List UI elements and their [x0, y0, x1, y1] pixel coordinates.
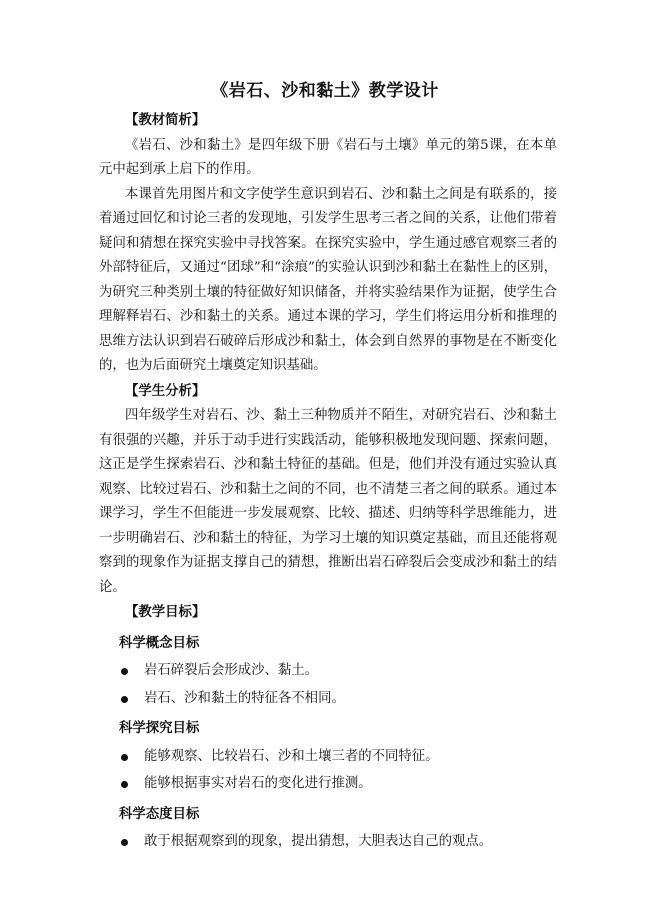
- bullet-icon: [121, 668, 128, 675]
- list-item-text: 能够观察、比较岩石、沙和土壤三者的不同特征。: [144, 748, 439, 764]
- bullet-icon: [121, 754, 128, 761]
- paragraph: 《岩石、沙和黏土》是四年级下册《岩石与土壤》单元的第5课，在本单元中起到承上启下的作用。: [99, 137, 557, 177]
- list-item-text: 敢于根据观察到的现象，提出猜想，大胆表达自己的观点。: [144, 834, 493, 849]
- list-item-text: 岩石、沙和黏土的特征各不相同。: [144, 690, 345, 706]
- section-heading-goals: 【教学目标】: [125, 605, 206, 620]
- list-item-text: 岩石碎裂后会形成沙、黏土。: [144, 663, 319, 678]
- list-item: [99, 687, 557, 712]
- list-item: [99, 772, 557, 797]
- attitude-goals-list: [99, 830, 557, 855]
- subheading-concept-goals: 科学概念目标: [119, 635, 200, 651]
- inquiry-goals-list: [99, 745, 557, 797]
- bullet-icon: [121, 781, 128, 788]
- paragraph: 四年级学生对岩石、沙、黏土三种物质并不陌生，对研究岩石、沙和黏土有很强的兴趣，并乐于动手进行实践活动，能够积极地发现问题、探索问题，这正是学生探索岩石、沙和黏土特征的基础。但是，他们并没有通过实验认真观察、比较过岩石、沙和黏土之间的不同，也不清楚三者之间的联系。通过本课学习，学生不但能进一步发展观察、比较、描述、归纳等科学思维能力，进一步明确岩石、沙和黏土的特征，为学习土壤的知识奠定基础，而且还能将观察到的现象作为证据支撑自己的猜想，推断出岩石碎裂后会变成沙和黏土的结论。: [99, 408, 557, 595]
- paragraph: 本课首先用图片和文字使学生意识到岩石、沙和黏土之间是有联系的，接着通过回忆和讨论三者的发现地，引发学生思考三者之间的关系，让他们带着疑问和猜想在探究实验中寻找答案。在探究实验中，学生通过感官观察三者的外部特征后，又通过“团球”和“涂痕”的实验认识到沙和黏土在黏性上的区别，为研究三种类别土壤的特征做好知识储备，并将实验结果作为证据，使学生合理解释岩石、沙和黏土的关系。通过本课的学习，学生们将运用分析和推理的思维方法认识到岩石破碎后形成沙和黏土，体会到自然界的事物是在不断变化的，也为后面研究土壤奠定知识基础。: [99, 186, 557, 373]
- document-body: [99, 108, 557, 858]
- bullet-icon: [121, 696, 128, 703]
- list-item: [99, 659, 557, 684]
- subheading-attitude-goals: 科学态度目标: [119, 806, 200, 822]
- subheading-inquiry-goals: 科学探究目标: [119, 721, 200, 736]
- section-heading-students: 【学生分析】: [125, 383, 206, 399]
- document-title: 《岩石、沙和黏土》教学设计: [211, 81, 439, 101]
- section-heading-material: 【教材简析】: [125, 113, 206, 128]
- list-item: [99, 830, 557, 855]
- list-item-text: 能够根据事实对岩石的变化进行推测。: [144, 776, 372, 791]
- bullet-icon: [121, 839, 128, 846]
- concept-goals-list: [99, 659, 557, 711]
- list-item: [99, 745, 557, 770]
